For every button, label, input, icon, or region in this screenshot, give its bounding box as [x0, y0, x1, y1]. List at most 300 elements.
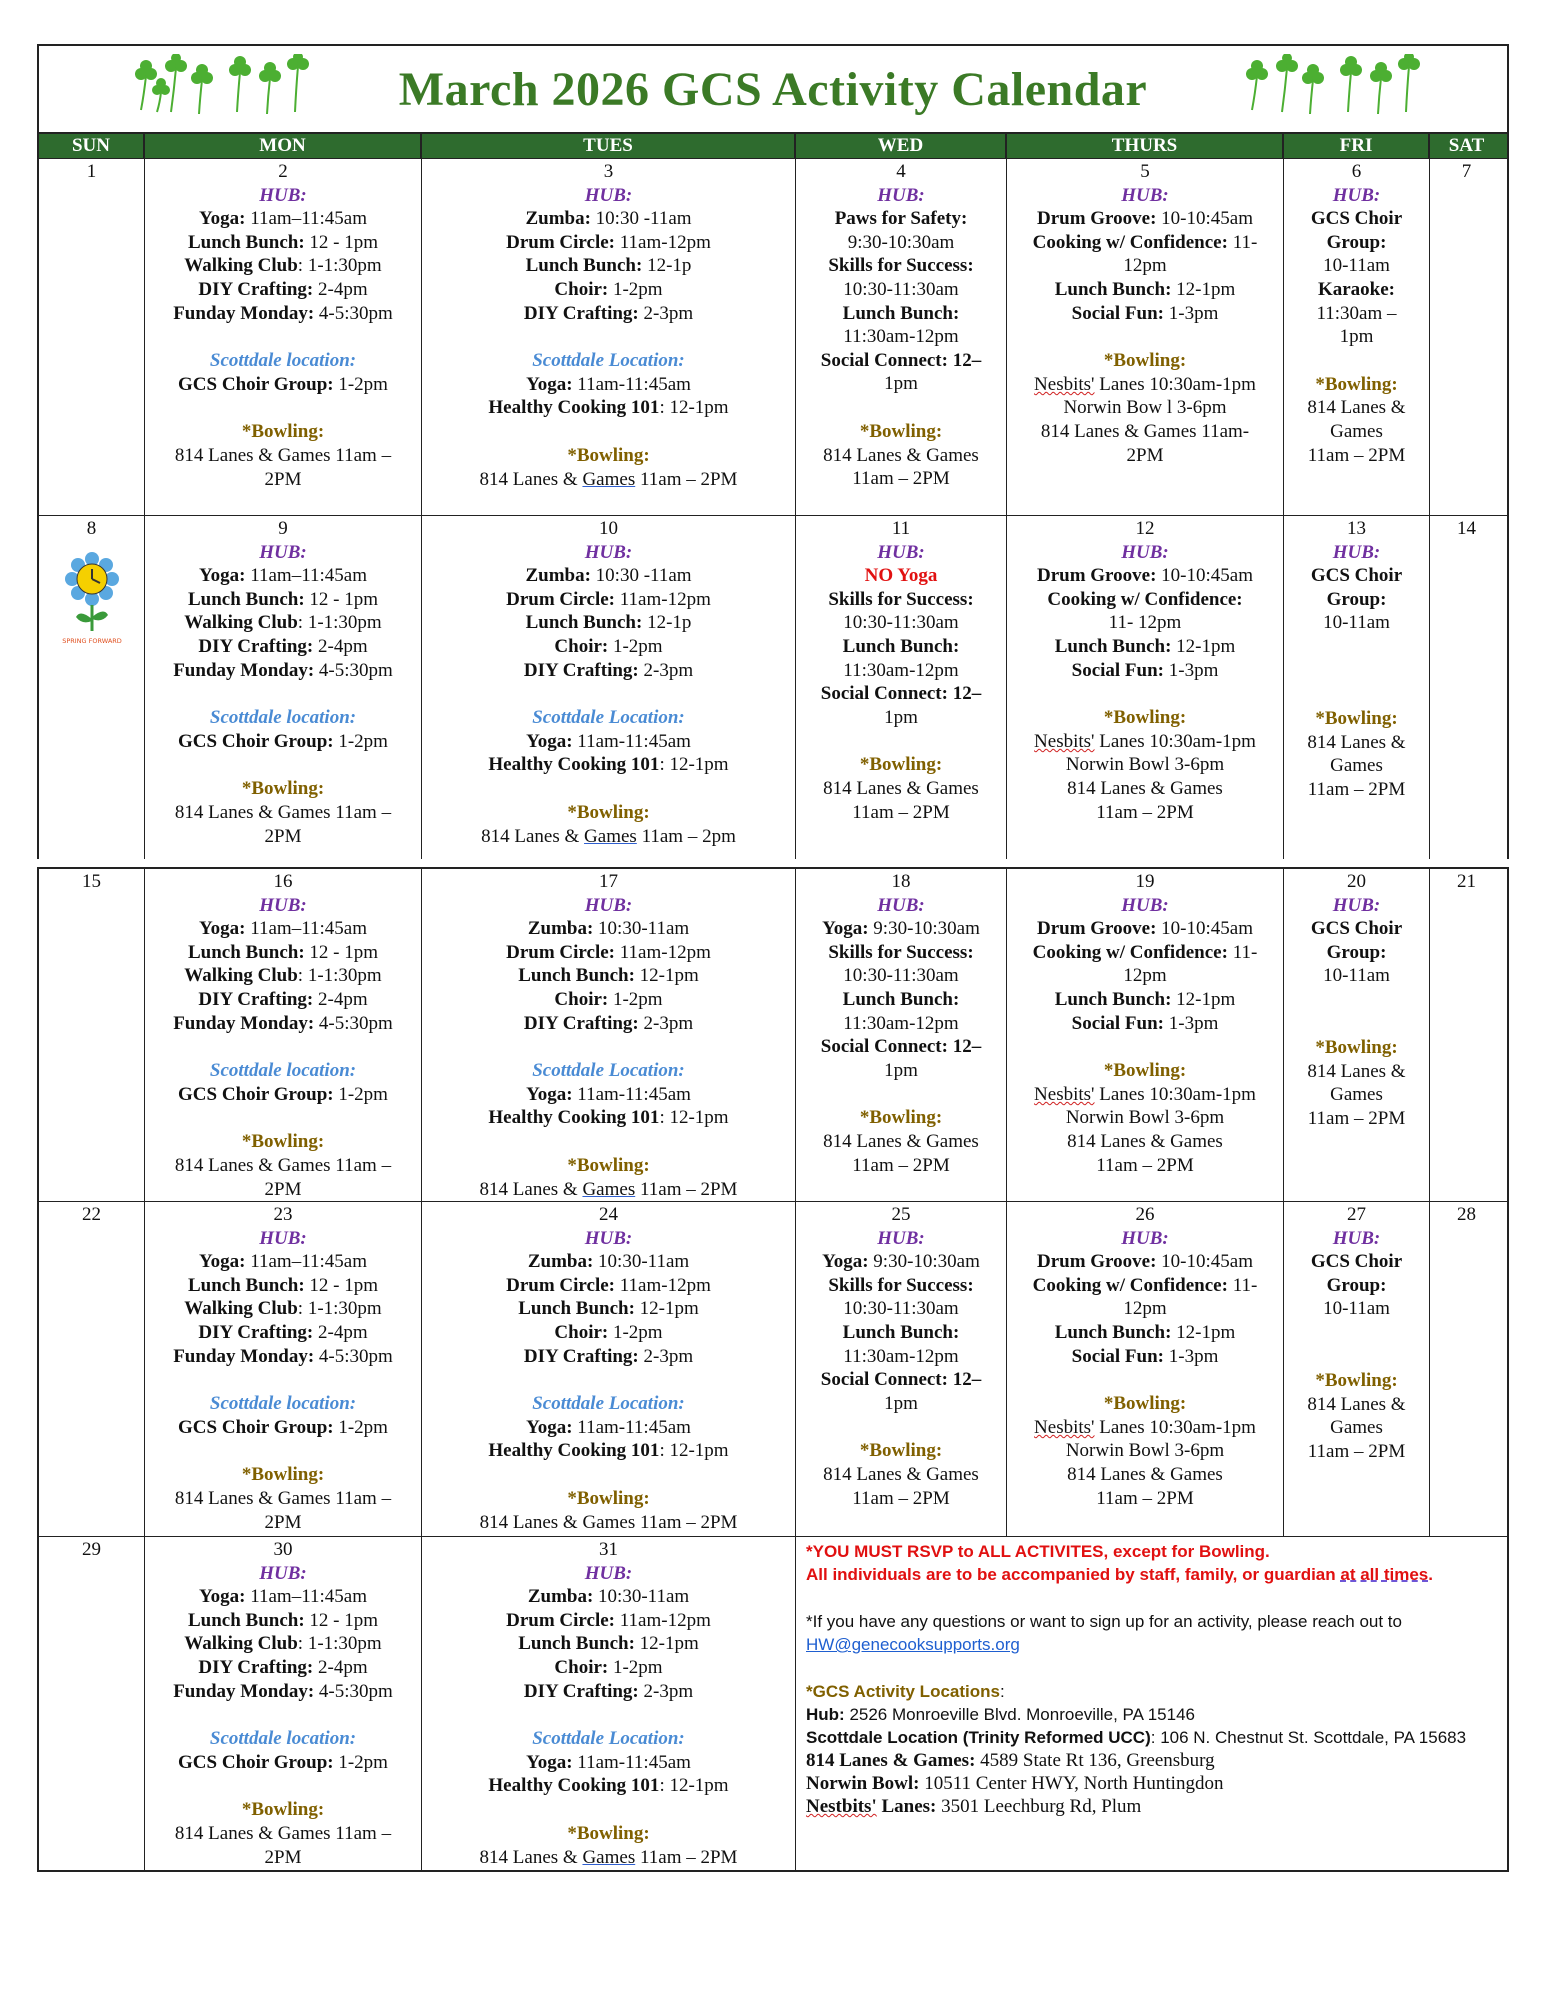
location-norwin-bowl: Norwin Bowl: 10511 Center HWY, North Huntingdon: [806, 1773, 1224, 1794]
bowling-details: 814 Lanes & Games: [823, 777, 979, 799]
activity-drum-circle: Drum Circle: 11am-12pm: [506, 588, 711, 610]
activity-choir: Choir: 1-2pm: [554, 635, 663, 657]
week-row: [37, 158, 1509, 515]
bowling-details: 2PM: [264, 825, 302, 847]
activity-yoga: Yoga: 11am–11:45am: [199, 1251, 367, 1273]
day-number: 8: [86, 518, 97, 539]
activity-time: 9:30-10:30am: [847, 231, 955, 253]
bowling-label: *Bowling:: [241, 1131, 325, 1153]
activity-zumba: Zumba: 10:30 -11am: [525, 208, 692, 230]
day-number: 27: [1347, 1204, 1366, 1225]
day-cell-sun: [39, 516, 145, 859]
activity-lunch-bunch: Lunch Bunch: 12 - 1pm: [187, 231, 379, 253]
weekday-header: TUES: [422, 134, 796, 158]
bowling-details: 814 Lanes & Games: [823, 1130, 979, 1152]
activity-diy-crafting: DIY Crafting: 2-4pm: [198, 635, 368, 657]
activity-yoga: Yoga: 9:30-10:30am: [822, 918, 980, 940]
hub-label: HUB:: [584, 184, 633, 206]
bowling-details: 814 Lanes & Games 11am –: [174, 1487, 392, 1509]
activity-healthy-cooking: Healthy Cooking 101: 12-1pm: [488, 397, 729, 419]
activity-drum-circle: Drum Circle: 11am-12pm: [506, 941, 711, 963]
day-number: 6: [1351, 161, 1362, 182]
activity-choir-group: GCS Choir: [1310, 565, 1403, 587]
bowling-details: 11am – 2PM: [1307, 1440, 1406, 1462]
day-number: 3: [603, 161, 614, 182]
activity-yoga: Yoga: 11am-11:45am: [526, 1751, 691, 1773]
activity-social-fun: Social Fun: 1-3pm: [1071, 302, 1219, 324]
bowling-details: 814 Lanes & Games 11am –: [174, 1154, 392, 1176]
activity-social-fun: Social Fun: 1-3pm: [1071, 1012, 1219, 1034]
hub-label: HUB:: [259, 184, 307, 206]
activity-lunch-bunch: Lunch Bunch: 12-1p: [525, 612, 692, 634]
bowling-label: *Bowling:: [859, 420, 943, 442]
day-cell-fri: [1284, 159, 1430, 515]
day-number: 19: [1135, 871, 1155, 892]
activity-skills-for-success: Skills for Success:: [828, 941, 974, 963]
hub-label: HUB:: [877, 184, 925, 206]
day-number: 28: [1457, 1204, 1476, 1225]
hub-label: HUB:: [584, 541, 633, 563]
bowling-label: *Bowling:: [1103, 350, 1187, 372]
hub-label: HUB:: [259, 1562, 307, 1584]
bowling-label: *Bowling:: [859, 1440, 943, 1462]
activity-diy-crafting: DIY Crafting: 2-4pm: [198, 278, 368, 300]
scottdale-label: Scottdale location:: [209, 1060, 357, 1082]
activity-zumba: Zumba: 10:30-11am: [527, 918, 690, 940]
day-cell-sun: [39, 1537, 145, 1870]
weekday-header-row: [37, 132, 1509, 158]
activity-lunch-bunch: Lunch Bunch: 12 - 1pm: [187, 588, 379, 610]
week-row: [37, 515, 1509, 859]
bowling-label: *Bowling:: [1315, 373, 1398, 395]
bowling-details: 11am – 2PM: [1307, 778, 1406, 800]
bowling-details: 814 Lanes & Games: [1067, 777, 1223, 799]
activity-lunch-bunch: Lunch Bunch:: [842, 635, 960, 657]
activity-lunch-bunch: Lunch Bunch: 12-1p: [525, 255, 692, 277]
activity-drum-groove: Drum Groove: 10-10:45am: [1036, 918, 1253, 940]
bowling-details: Games: [1330, 1084, 1383, 1106]
activity-lunch-bunch: Lunch Bunch: 12-1pm: [1054, 278, 1236, 300]
weekday-header: THURS: [1007, 134, 1284, 158]
scottdale-label: Scottdale Location:: [532, 1728, 685, 1750]
day-number: 12: [1135, 518, 1155, 539]
activity-walking-club: Walking Club: 1-1:30pm: [184, 1298, 382, 1320]
scottdale-label: Scottdale location:: [209, 350, 357, 372]
week-row: [37, 1201, 1509, 1536]
activity-social-connect: Social Connect: 12–: [820, 683, 982, 705]
bowling-details: 814 Lanes &: [1307, 1393, 1406, 1415]
hub-label: HUB:: [584, 1562, 633, 1584]
activity-choir-group: GCS Choir Group: 1-2pm: [178, 1083, 388, 1105]
activity-lunch-bunch: Lunch Bunch: 12-1pm: [518, 1298, 699, 1320]
bowling-details: 11am – 2PM: [1307, 444, 1406, 466]
activity-lunch-bunch: Lunch Bunch: 12-1pm: [1054, 988, 1236, 1010]
day-cell-sun: [39, 1202, 145, 1536]
activity-lunch-bunch: Lunch Bunch: 12 - 1pm: [187, 941, 379, 963]
bowling-details: Nesbits' Lanes 10:30am-1pm: [1034, 1083, 1256, 1105]
bowling-label: *Bowling:: [1103, 707, 1187, 729]
weekday-header: WED: [796, 134, 1007, 158]
day-cell-mon: [145, 1202, 422, 1536]
bowling-details: Norwin Bowl 3-6pm: [1065, 1107, 1225, 1129]
scottdale-label: Scottdale Location:: [532, 1060, 685, 1082]
activity-yoga: Yoga: 11am-11:45am: [526, 373, 691, 395]
activity-time: 11- 12pm: [1108, 612, 1182, 634]
bowling-details: 11am – 2PM: [1096, 1154, 1194, 1176]
day-number: 1: [86, 161, 97, 182]
activity-diy-crafting: DIY Crafting: 2-3pm: [523, 1012, 694, 1034]
shamrock-icon: [1332, 54, 1422, 118]
accompaniment-notice: All individuals are to be accompanied by staff, family, or guardian at all times.: [806, 1565, 1433, 1584]
bowling-label: *Bowling:: [241, 1799, 325, 1821]
day-number: 4: [896, 161, 906, 182]
activity-lunch-bunch: Lunch Bunch: 12 - 1pm: [187, 1609, 379, 1631]
activity-healthy-cooking: Healthy Cooking 101: 12-1pm: [488, 1775, 729, 1797]
activity-yoga: Yoga: 11am–11:45am: [199, 918, 367, 940]
activity-walking-club: Walking Club: 1-1:30pm: [184, 1633, 382, 1655]
activity-time: 1pm: [884, 706, 918, 728]
bowling-details: 11am – 2PM: [1096, 801, 1194, 823]
day-cell-sat: [1430, 516, 1503, 859]
scottdale-label: Scottdale Location:: [532, 350, 685, 372]
bowling-label: *Bowling:: [567, 1154, 650, 1176]
location-scottdale: Scottdale Location (Trinity Reformed UCC): 106 N. Chestnut St. Scottdale, PA 15683: [806, 1728, 1467, 1747]
weekday-header: FRI: [1284, 134, 1430, 158]
activity-cooking-confidence: Cooking w/ Confidence: 11-: [1032, 231, 1258, 253]
bowling-details: 814 Lanes & Games: [1067, 1463, 1223, 1485]
bowling-details: 2PM: [264, 1178, 302, 1200]
bowling-details: Games: [1330, 420, 1383, 442]
day-number: 21: [1457, 871, 1476, 892]
day-number: 20: [1347, 871, 1366, 892]
bowling-details: 814 Lanes & Games 11am –: [174, 801, 392, 823]
day-cell-mon: [145, 869, 422, 1201]
hub-label: HUB:: [1121, 184, 1169, 206]
activity-time: 11:30am-12pm: [843, 659, 959, 681]
bowling-details: 814 Lanes & Games 11am-: [1040, 420, 1250, 442]
bowling-details: Games: [1330, 755, 1383, 777]
activity-drum-groove: Drum Groove: 10-10:45am: [1036, 208, 1253, 230]
activity-lunch-bunch: Lunch Bunch: 12-1pm: [518, 965, 699, 987]
day-number: 14: [1457, 518, 1476, 539]
activity-choir-group: GCS Choir Group: 1-2pm: [178, 373, 388, 395]
activity-social-fun: Social Fun: 1-3pm: [1071, 659, 1219, 681]
activity-cooking-confidence: Cooking w/ Confidence: 11-: [1032, 941, 1258, 963]
rsvp-notice: *YOU MUST RSVP to ALL ACTIVITES, except for Bowling.: [806, 1542, 1270, 1561]
activity-healthy-cooking: Healthy Cooking 101: 12-1pm: [488, 1107, 729, 1129]
hub-label: HUB:: [1121, 1227, 1169, 1249]
activity-time: 1pm: [884, 373, 918, 395]
hub-label: HUB:: [877, 1227, 925, 1249]
day-cell-fri: [1284, 516, 1430, 859]
shamrock-icon: [1238, 54, 1328, 118]
activity-time: 11:30am –: [1316, 302, 1397, 324]
bowling-details: 814 Lanes & Games 11am – 2PM: [479, 1511, 738, 1533]
scottdale-label: Scottdale Location:: [532, 1393, 685, 1415]
bowling-label: *Bowling:: [1315, 1036, 1398, 1058]
calendar-frame: [37, 44, 1509, 1872]
activity-funday-monday: Funday Monday: 4-5:30pm: [173, 1345, 393, 1367]
scottdale-label: Scottdale location:: [209, 1728, 357, 1750]
activity-drum-circle: Drum Circle: 11am-12pm: [506, 1609, 711, 1631]
scottdale-label: Scottdale Location:: [532, 707, 685, 729]
title-banner: [37, 44, 1509, 132]
activity-lunch-bunch: Lunch Bunch: 12 - 1pm: [187, 1274, 379, 1296]
activity-zumba: Zumba: 10:30-11am: [527, 1251, 690, 1273]
activity-social-connect: Social Connect: 12–: [820, 349, 982, 371]
day-cell-thu: [1007, 869, 1284, 1201]
day-number: 25: [891, 1204, 911, 1225]
activity-time: 11:30am-12pm: [843, 1012, 959, 1034]
day-number: 22: [82, 1204, 101, 1225]
activity-paws-for-safety: Paws for Safety:: [834, 208, 968, 230]
contact-email-link[interactable]: HW@genecooksupports.org: [806, 1635, 1020, 1654]
activity-social-connect: Social Connect: 12–: [820, 1369, 982, 1391]
day-cell-thu: [1007, 159, 1284, 515]
activity-choir-group: Group:: [1326, 941, 1387, 963]
day-cell-tue: [422, 159, 796, 515]
activity-skills-for-success: Skills for Success:: [828, 588, 974, 610]
activity-lunch-bunch: Lunch Bunch: 12-1pm: [1054, 1321, 1236, 1343]
week-row: [37, 1536, 1509, 1872]
day-number: 15: [82, 871, 101, 892]
flower-caption: SPRING FORWARD: [61, 636, 122, 645]
locations-heading: *GCS Activity Locations:: [806, 1682, 1005, 1701]
activity-social-fun: Social Fun: 1-3pm: [1071, 1345, 1219, 1367]
day-number: 24: [599, 1204, 618, 1225]
day-number: 10: [599, 518, 618, 539]
activity-time: 11:30am-12pm: [843, 326, 959, 348]
bowling-details: 814 Lanes & Games 11am –: [174, 444, 392, 466]
activity-time: 11:30am-12pm: [843, 1345, 959, 1367]
bowling-label: *Bowling:: [567, 1487, 650, 1509]
activity-choir: Choir: 1-2pm: [554, 1321, 663, 1343]
day-number: 13: [1347, 518, 1366, 539]
bowling-details: Nesbits' Lanes 10:30am-1pm: [1034, 730, 1256, 752]
activity-cooking-confidence: Cooking w/ Confidence:: [1047, 588, 1243, 610]
day-number: 7: [1461, 161, 1472, 182]
day-number: 30: [273, 1539, 293, 1560]
day-cell-wed: [796, 1202, 1007, 1536]
activity-healthy-cooking: Healthy Cooking 101: 12-1pm: [488, 754, 729, 776]
hub-label: HUB:: [259, 894, 307, 916]
activity-lunch-bunch: Lunch Bunch:: [842, 1321, 960, 1343]
day-cell-thu: [1007, 1202, 1284, 1536]
activity-diy-crafting: DIY Crafting: 2-4pm: [198, 1321, 368, 1343]
activity-choir-group: GCS Choir: [1310, 1251, 1403, 1273]
activity-zumba: Zumba: 10:30-11am: [527, 1586, 690, 1608]
activity-yoga: Yoga: 9:30-10:30am: [822, 1251, 980, 1273]
activity-social-connect: Social Connect: 12–: [820, 1036, 982, 1058]
bowling-details: 814 Lanes & Games 11am – 2pm: [481, 825, 736, 847]
shamrock-decoration-right: [1238, 54, 1422, 118]
hub-label: HUB:: [877, 894, 925, 916]
activity-drum-circle: Drum Circle: 11am-12pm: [506, 1274, 711, 1296]
bowling-label: *Bowling:: [1315, 1369, 1398, 1391]
activity-funday-monday: Funday Monday: 4-5:30pm: [173, 1012, 393, 1034]
bowling-label: *Bowling:: [567, 444, 650, 466]
activity-skills-for-success: Skills for Success:: [828, 1274, 974, 1296]
activity-cooking-confidence: Cooking w/ Confidence: 11-: [1032, 1274, 1258, 1296]
scottdale-label: Scottdale location:: [209, 1393, 357, 1415]
questions-text: *If you have any questions or want to sign up for an activity, please reach out to: [806, 1612, 1402, 1631]
activity-choir-group: GCS Choir: [1310, 208, 1403, 230]
day-cell-sat: [1430, 869, 1503, 1201]
activity-choir-group: GCS Choir Group: 1-2pm: [178, 1416, 388, 1438]
activity-drum-groove: Drum Groove: 10-10:45am: [1036, 565, 1253, 587]
activity-yoga: Yoga: 11am-11:45am: [526, 1416, 691, 1438]
day-number: 26: [1135, 1204, 1155, 1225]
day-cell-fri: [1284, 1202, 1430, 1536]
activity-time: 10:30-11:30am: [843, 965, 959, 987]
bowling-details: Norwin Bow l 3-6pm: [1063, 397, 1227, 419]
bowling-details: 814 Lanes & Games 11am – 2PM: [479, 1178, 738, 1200]
activity-healthy-cooking: Healthy Cooking 101: 12-1pm: [488, 1440, 729, 1462]
activity-walking-club: Walking Club: 1-1:30pm: [184, 612, 382, 634]
location-hub: Hub: 2526 Monroeville Blvd. Monroeville, PA 15146: [806, 1705, 1195, 1724]
activity-choir-group: GCS Choir: [1310, 918, 1403, 940]
day-cell-thu: [1007, 516, 1284, 859]
activity-yoga: Yoga: 11am–11:45am: [199, 1586, 367, 1608]
activity-yoga: Yoga: 11am–11:45am: [199, 565, 367, 587]
activity-funday-monday: Funday Monday: 4-5:30pm: [173, 659, 393, 681]
activity-zumba: Zumba: 10:30 -11am: [525, 565, 692, 587]
bowling-details: 11am – 2PM: [852, 1154, 950, 1176]
bowling-details: Nesbits' Lanes 10:30am-1pm: [1034, 1416, 1256, 1438]
bowling-details: 11am – 2PM: [852, 468, 950, 490]
day-number: 18: [891, 871, 911, 892]
bowling-details: 814 Lanes & Games: [823, 1463, 979, 1485]
bowling-label: *Bowling:: [1103, 1060, 1187, 1082]
activity-yoga: Yoga: 11am-11:45am: [526, 730, 691, 752]
bowling-details: 814 Lanes & Games: [1067, 1130, 1223, 1152]
bowling-label: *Bowling:: [241, 778, 325, 800]
activity-yoga: Yoga: 11am–11:45am: [199, 208, 367, 230]
day-number: 17: [599, 871, 618, 892]
day-cell-tue: [422, 869, 796, 1201]
activity-karaoke: Karaoke:: [1317, 278, 1396, 300]
activity-choir: Choir: 1-2pm: [554, 988, 663, 1010]
activity-lunch-bunch: Lunch Bunch: 12-1pm: [518, 1633, 699, 1655]
page-title: March 2026 GCS Activity Calendar: [398, 63, 1148, 116]
day-cell-mon: [145, 1537, 422, 1870]
activity-skills-for-success: Skills for Success:: [828, 255, 974, 277]
bowling-details: 814 Lanes & Games 11am – 2PM: [479, 1846, 738, 1868]
bowling-label: *Bowling:: [859, 1107, 943, 1129]
day-number: 5: [1140, 161, 1150, 182]
bowling-label: *Bowling:: [567, 801, 650, 823]
bowling-details: 2PM: [264, 1846, 302, 1868]
activity-diy-crafting: DIY Crafting: 2-4pm: [198, 988, 368, 1010]
activity-time: 10-11am: [1323, 1298, 1390, 1320]
weekday-header: MON: [145, 134, 422, 158]
hub-label: HUB:: [1332, 541, 1381, 563]
day-cell-tue: [422, 1537, 796, 1870]
bowling-details: 11am – 2PM: [1307, 1107, 1406, 1129]
bowling-details: 814 Lanes & Games 11am – 2PM: [479, 468, 738, 490]
day-number: 29: [82, 1539, 101, 1560]
activity-choir-group: Group:: [1326, 588, 1387, 610]
bowling-label: *Bowling:: [567, 1822, 650, 1844]
activity-time: 12pm: [1123, 1298, 1167, 1320]
day-number: 16: [273, 871, 293, 892]
activity-lunch-bunch: Lunch Bunch:: [842, 302, 960, 324]
bowling-details: 814 Lanes &: [1307, 397, 1406, 419]
activity-time: 10-11am: [1323, 965, 1390, 987]
day-cell-tue: [422, 516, 796, 859]
bowling-details: Games: [1330, 1417, 1383, 1439]
location-814-lanes: 814 Lanes & Games: 4589 State Rt 136, Greensburg: [806, 1750, 1215, 1771]
bowling-details: 2PM: [1126, 444, 1164, 466]
activity-time: 10-11am: [1323, 255, 1390, 277]
activity-choir: Choir: 1-2pm: [554, 1656, 663, 1678]
hub-label: HUB:: [584, 894, 633, 916]
day-number: 31: [599, 1539, 618, 1560]
activity-funday-monday: Funday Monday: 4-5:30pm: [173, 302, 393, 324]
bowling-label: *Bowling:: [241, 421, 325, 443]
hub-label: HUB:: [1332, 894, 1381, 916]
no-yoga-notice: NO Yoga: [864, 565, 938, 587]
activity-diy-crafting: DIY Crafting: 2-4pm: [198, 1656, 368, 1678]
activity-time: 10-11am: [1323, 612, 1390, 634]
hub-label: HUB:: [1121, 541, 1169, 563]
activity-walking-club: Walking Club: 1-1:30pm: [184, 965, 382, 987]
day-cell-wed: [796, 516, 1007, 859]
activity-lunch-bunch: Lunch Bunch: 12-1pm: [1054, 635, 1236, 657]
day-number: 2: [278, 161, 288, 182]
weekday-header: SUN: [39, 134, 145, 158]
day-cell-wed: [796, 869, 1007, 1201]
bowling-label: *Bowling:: [859, 754, 943, 776]
bowling-details: 814 Lanes & Games: [823, 444, 979, 466]
activity-yoga: Yoga: 11am-11:45am: [526, 1083, 691, 1105]
activity-choir-group: Group:: [1326, 1274, 1387, 1296]
bowling-details: Norwin Bowl 3-6pm: [1065, 754, 1225, 776]
day-cell-tue: [422, 1202, 796, 1536]
activity-time: 1pm: [884, 1392, 918, 1414]
day-cell-mon: [145, 159, 422, 515]
day-cell-fri: [1284, 869, 1430, 1201]
day-cell-sun: [39, 869, 145, 1201]
bowling-details: 814 Lanes &: [1307, 1060, 1406, 1082]
bowling-details: 11am – 2PM: [1096, 1487, 1194, 1509]
activity-time: 1pm: [884, 1059, 918, 1081]
day-cell-sat: [1430, 1202, 1503, 1536]
hub-label: HUB:: [584, 1227, 633, 1249]
bowling-details: 814 Lanes & Games 11am –: [174, 1822, 392, 1844]
location-nestbits-lanes: Nestbits' Lanes: 3501 Leechburg Rd, Plum: [806, 1796, 1142, 1817]
day-cell-sat: [1430, 159, 1503, 515]
activity-diy-crafting: DIY Crafting: 2-3pm: [523, 1680, 694, 1702]
day-number: 9: [278, 518, 288, 539]
activity-diy-crafting: DIY Crafting: 2-3pm: [523, 659, 694, 681]
activity-choir-group: Group:: [1326, 231, 1387, 253]
bowling-label: *Bowling:: [1103, 1393, 1187, 1415]
bowling-label: *Bowling:: [241, 1464, 325, 1486]
day-cell-wed: [796, 159, 1007, 515]
bowling-details: 2PM: [264, 1511, 302, 1533]
spring-forward-flower-icon: [62, 547, 122, 657]
activity-diy-crafting: DIY Crafting: 2-3pm: [523, 1345, 694, 1367]
hub-label: HUB:: [1121, 894, 1169, 916]
bowling-details: 814 Lanes &: [1307, 731, 1406, 753]
info-panel: [796, 1537, 1503, 1870]
scottdale-label: Scottdale location:: [209, 707, 357, 729]
hub-label: HUB:: [259, 541, 307, 563]
day-number: 11: [891, 518, 911, 539]
activity-choir-group: GCS Choir Group: 1-2pm: [178, 1751, 388, 1773]
day-cell-mon: [145, 516, 422, 859]
